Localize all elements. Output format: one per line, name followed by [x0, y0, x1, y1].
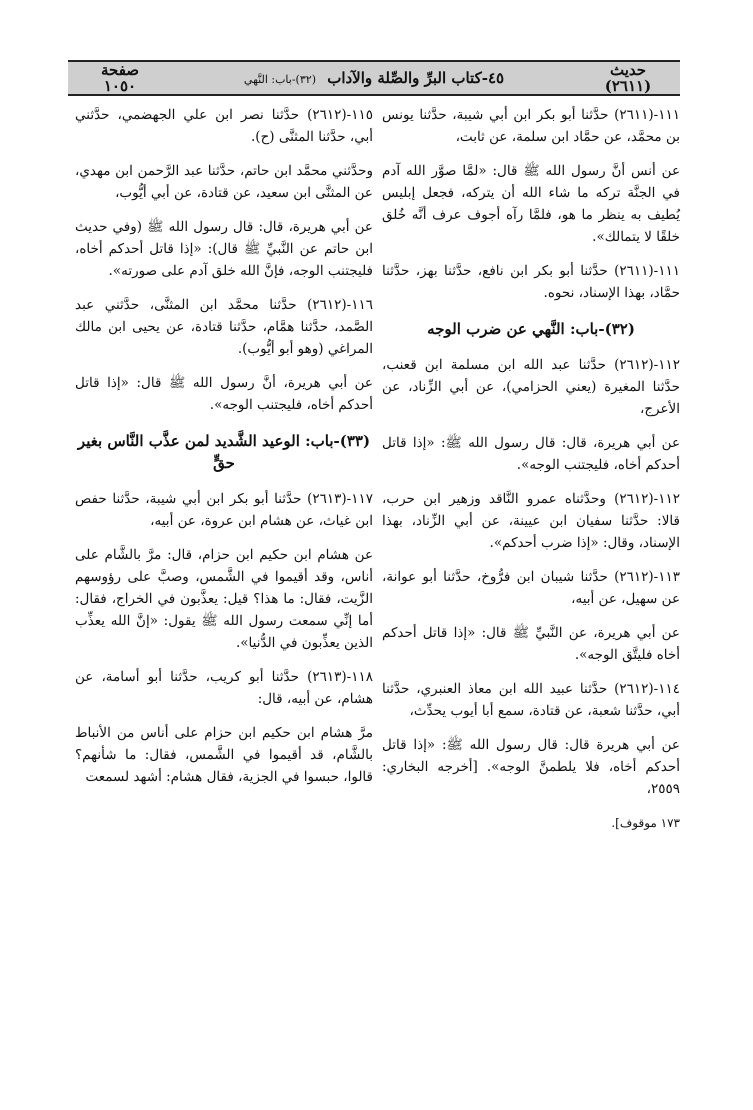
hadith-117: ١١٧-(٢٦١٣) حدَّثنا أبو بكر ابن أبي شيبة، حدَّثنا حفص ابن غياث، عن هشام ابن عروة، عن أبيه،	[75, 491, 373, 529]
hadith-113: ١١٣-(٢٦١٢) حدَّثنا شيبان ابن فرُّوخ، حدَّثنا أبو عوانة، عن سهيل، عن أبيه،	[382, 569, 680, 607]
right-column	[382, 104, 680, 834]
hadith-112-text: عن أبي هريرة، قال: قال رسول الله ﷺ: «إذا قاتل أحدكم أخاه، فليجتنب الوجه».	[382, 435, 680, 473]
hadith-111: ١١١-(٢٦١١) حدَّثنا أبو بكر ابن أبي شيبة، حدَّثنا يونس بن محمَّد، عن حمَّاد ابن سلمة، عن ثابت،	[382, 107, 680, 145]
hadith-114-text: عن أبي هريرة قال: قال رسول الله ﷺ: «إذا قاتل أحدكم أخاه، فلا يلطمنَّ الوجه». [أخرجه البخاري: ٢٥٥٩،	[382, 737, 680, 797]
book-title-text: ٤٥-كتاب البرِّ والصِّلة والآداب	[327, 69, 505, 87]
hadith-116-text: عن أبي هريرة، أنَّ رسول الله ﷺ قال: «إذا قاتل أحدكم أخاه، فليجتنب الوجه».	[75, 375, 373, 413]
chapter-33-heading: (٣٣)-باب: الوعيد الشَّديد لمن عذَّب النَّاس بغير حقٍّ	[77, 432, 371, 472]
page-number-box	[76, 62, 164, 94]
hadith-116: ١١٦-(٢٦١٢) حدَّثنا محمَّد ابن المثنَّى، حدَّثني عبد الصَّمد، حدَّثنا همَّام، حدَّثنا قتادة، عن يحيى ابن مالك المراغي (وهو أبو أيُّوب).	[75, 297, 373, 357]
hadith-112b: ١١٢-(٢٦١٢) وحدَّثناه عمرو النَّاقد وزهير ابن حرب، قالا: حدَّثنا سفيان ابن عيينة، عن أبي الزِّناد، بهذا الإسناد، وقال: «إذا ضرب أحدكم».	[382, 491, 680, 551]
hadith-label: حديث	[609, 61, 647, 79]
chapter-subtitle: (٣٢)-باب: النَّهي	[243, 73, 316, 86]
left-column	[75, 104, 373, 800]
hadith-118: ١١٨-(٢٦١٣) حدَّثنا أبو كريب، حدَّثنا أبو أسامة، عن هشام، عن أبيه، قال:	[75, 669, 373, 707]
hadith-118-text: مرَّ هشام ابن حكيم ابن حزام على أناس من الأنباط بالشَّام، قد أقيموا في الشَّمس، فقال: ما شأنهم؟ قالوا، حبسوا في الجزية، فقال هشام: أشهد لسمعت	[75, 725, 373, 785]
hadith-111-text: عن أنس أنَّ رسول الله ﷺ قال: «لمَّا صوَّر الله آدم في الجنَّة تركه ما شاء الله أن يتركه، فجعل إبليس يُطيف به ينظر ما هو، فلمَّا رآه أجوف عرف أنَّه خُلق خلقًا لا يتمالك».	[382, 163, 680, 245]
book-title	[164, 69, 584, 87]
hadith-113-text: عن أبي هريرة، عن النَّبيِّ ﷺ قال: «إذا قاتل أحدكم أخاه فليتَّق الوجه».	[382, 625, 680, 663]
chapter-32-heading: (٣٢)-باب: النَّهي عن ضرب الوجه	[427, 320, 635, 338]
hadith-115-chain: وحدَّثني محمَّد ابن حاتم، حدَّثنا عبد الرَّحمن ابن مهدي، عن المثنَّى ابن سعيد، عن قتادة، عن أبي أيُّوب،	[75, 163, 373, 201]
page-header	[68, 60, 680, 96]
hadith-114: ١١٤-(٢٦١٢) حدَّثنا عبيد الله ابن معاذ العنبري، حدَّثنا أبي، حدَّثنا شعبة، عن قتادة، سمع أبا أيوب يحدِّث،	[382, 681, 680, 719]
hadith-115-text: عن أبي هريرة، قال: قال رسول الله ﷺ (وفي حديث ابن حاتم عن النَّبيِّ ﷺ قال): «إذا قاتل أحدكم أخاه، فليجتنب الوجه، فإنَّ الله خلق آدم على صورته».	[75, 219, 373, 279]
hadith-117-text: عن هشام ابن حكيم ابن حزام، قال: مرَّ بالشَّام على أناس، وقد أقيموا في الشَّمس، وصبَّ على رؤوسهم الزَّيت، فقال: ما هذا؟ قيل: يعذَّبون في الخراج، فقال: أما إنِّي سمعت رسول الله ﷺ يقول: «إنَّ الله يعذِّب الذين يعذِّبون في الدُّنيا».	[75, 547, 373, 651]
hadith-111b: ١١١-(٢٦١١) حدَّثنا أبو بكر ابن نافع، حدَّثنا بهز، حدَّثنا حمَّاد، بهذا الإسناد، نحوه.	[382, 263, 680, 301]
hadith-number: (٢٦١١)	[604, 77, 652, 95]
footnote: ١٧٣ موقوف].	[611, 816, 680, 830]
page-number: ١٠٥٠	[103, 77, 137, 95]
hadith-number-box	[584, 62, 672, 94]
hadith-112: ١١٢-(٢٦١٢) حدَّثنا عبد الله ابن مسلمة ابن قعنب، حدَّثنا المغيرة (يعني الحزامي)، عن أبي الزِّناد، عن الأعرج،	[382, 357, 680, 417]
hadith-115: ١١٥-(٢٦١٢) حدَّثنا نصر ابن علي الجهضمي، حدَّثني أبي، حدَّثنا المثنَّى (ح).	[75, 107, 373, 145]
page-label: صفحة	[100, 61, 140, 79]
